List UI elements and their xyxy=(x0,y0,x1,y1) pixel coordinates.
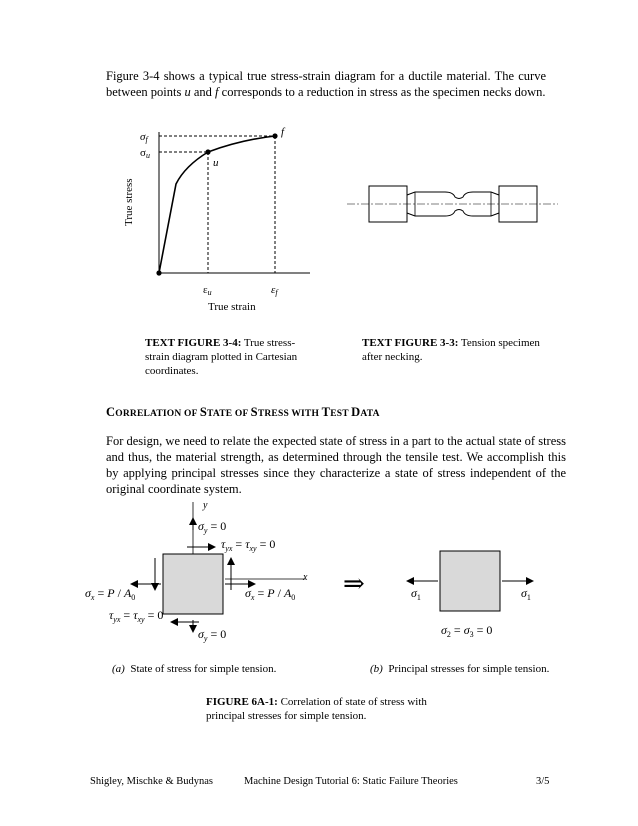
sigma-u-label: σu xyxy=(140,147,150,160)
fig34-caption: TEXT FIGURE 3-4: True stress-strain diagram plotted in Cartesian coordinates. xyxy=(145,337,298,377)
footer-center: Machine Design Tutorial 6: Static Failure Theories xyxy=(244,776,458,787)
sigma1-left-label: $\sigma_1$ xyxy=(411,586,421,602)
sigma-y-top-label: $\sigma_y = 0$ xyxy=(198,519,227,535)
tension-specimen xyxy=(345,180,560,230)
x-axis-label-6a: x xyxy=(303,572,308,583)
point-u xyxy=(205,149,210,154)
x-axis-label: True strain xyxy=(208,301,256,313)
eps-u-label: εu xyxy=(203,284,212,297)
sigma-x-left-label: $\sigma_x = P / A_0$ xyxy=(85,586,136,602)
y-axis-label: True stress xyxy=(123,178,135,226)
sub-caption-a: (a) State of stress for simple tension. xyxy=(112,663,277,675)
sigma-f-label: σf xyxy=(140,131,148,144)
sigma-x-right-label: $\sigma_x = P / A_0$ xyxy=(245,586,296,602)
origin-point xyxy=(156,270,161,275)
stress-element-b xyxy=(440,551,500,611)
tau-bottom-label: $\tau_{yx} = \tau_{xy} = 0$ xyxy=(109,608,164,624)
footer-page-number: 3/5 xyxy=(536,776,550,787)
sigma23-label: $\sigma_2 = \sigma_3 = 0$ xyxy=(441,623,493,639)
eps-f-label: εf xyxy=(271,284,278,297)
point-f xyxy=(272,133,277,138)
fig33-caption: TEXT FIGURE 3-3: Tension specimen after necking. xyxy=(362,337,540,363)
implies-symbol: ⇒ xyxy=(343,569,365,598)
section-heading: CORRELATION OF STATE OF STRESS WITH TEST DATA xyxy=(106,405,380,419)
specimen-gauge-top xyxy=(407,192,499,199)
intro-paragraph: Figure 3-4 shows a typical true stress-strain diagram for a ductile material. The curve between points u and f corresponds to a reduction in stress as the specimen necks down. xyxy=(106,69,546,99)
specimen-grip-left xyxy=(369,186,407,222)
stress-strain-diagram xyxy=(115,118,315,318)
section-paragraph: For design, we need to relate the expected state of stress in a part to the actual state of stress and thus, the material strength, as determined through the tensile test. We accomplish this by applying principal stresses since they characterize a state of stress independent of the original coordinate system. xyxy=(106,434,566,496)
specimen-gauge-bottom xyxy=(407,210,499,217)
point-f-label: f xyxy=(281,126,285,138)
tau-top-label: $\tau_{yx} = \tau_{xy} = 0$ xyxy=(221,537,276,553)
footer-left: Shigley, Mischke & Budynas xyxy=(90,776,213,787)
sigma-y-bottom-label: $\sigma_y = 0$ xyxy=(198,627,227,643)
fig6a1-caption: FIGURE 6A-1: Correlation of state of stress with principal stresses for simple tension. xyxy=(206,696,427,722)
sigma1-right-label: $\sigma_1$ xyxy=(521,586,531,602)
stress-state-figure xyxy=(85,496,565,656)
stress-element-a xyxy=(163,554,223,614)
y-axis-label-6a: y xyxy=(203,500,208,511)
sub-caption-b: (b) Principal stresses for simple tension. xyxy=(370,663,550,675)
point-u-label: u xyxy=(213,157,219,169)
